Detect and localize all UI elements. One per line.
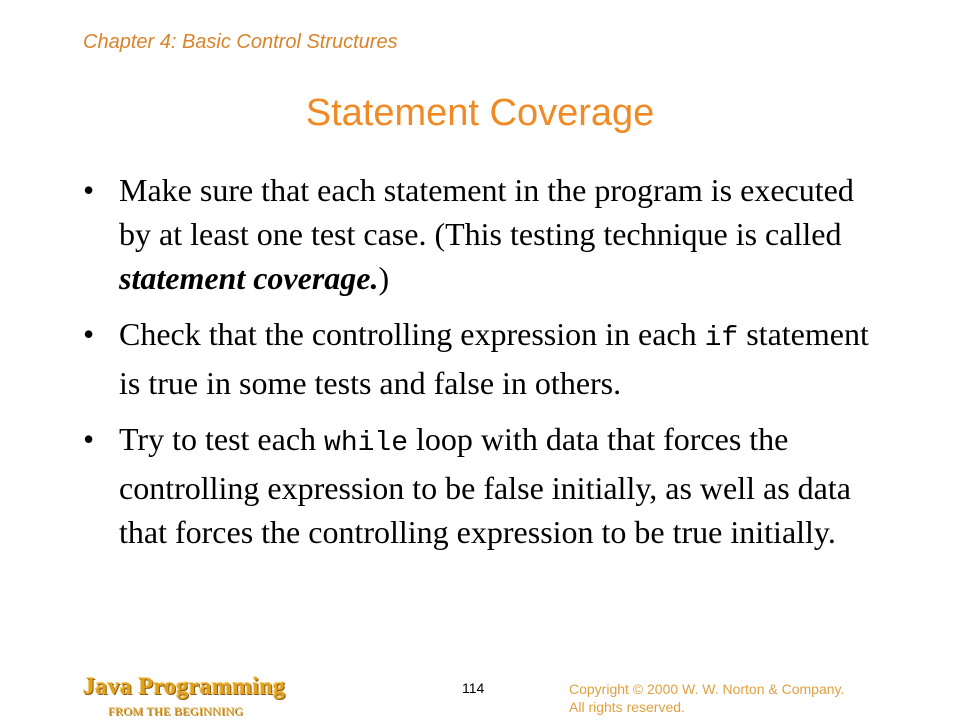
bullet-text: statement is true in some tests and false in others. (119, 316, 869, 401)
bullet-list (83, 168, 883, 566)
emphasized-term: statement coverage. (119, 260, 379, 296)
bullet-icon: • (83, 316, 95, 352)
bullet-text: Try to test each (119, 421, 325, 457)
bullet-item (83, 312, 883, 405)
bullet-icon: • (83, 172, 95, 208)
slide-title: Statement Coverage (305, 92, 655, 134)
bullet-text: Check that the controlling expression in each (119, 316, 705, 352)
copyright-line: All rights reserved. (569, 699, 685, 715)
bullet-text: Make sure that each statement in the program is executed by at least one test case. (This testing technique is called (119, 172, 854, 252)
code-keyword: while (324, 428, 409, 459)
book-logo-subtitle: FROM THE BEGINNING (108, 704, 244, 718)
bullet-text: ) (378, 260, 390, 296)
bullet-text: loop with data that forces the controlling expression to be false initially, as well as data that forces the controlling expression to be true initially. (119, 421, 851, 550)
book-logo-title: Java Programming (83, 674, 286, 700)
bullet-icon: • (83, 421, 95, 457)
chapter-header: Chapter 4: Basic Control Structures (83, 31, 398, 53)
copyright-notice (569, 680, 844, 716)
bullet-item (83, 417, 883, 554)
bullet-item (83, 168, 883, 300)
copyright-line: Copyright © 2000 W. W. Norton & Company. (569, 681, 845, 697)
code-keyword: if (704, 323, 739, 354)
page-number: 114 (462, 680, 485, 696)
